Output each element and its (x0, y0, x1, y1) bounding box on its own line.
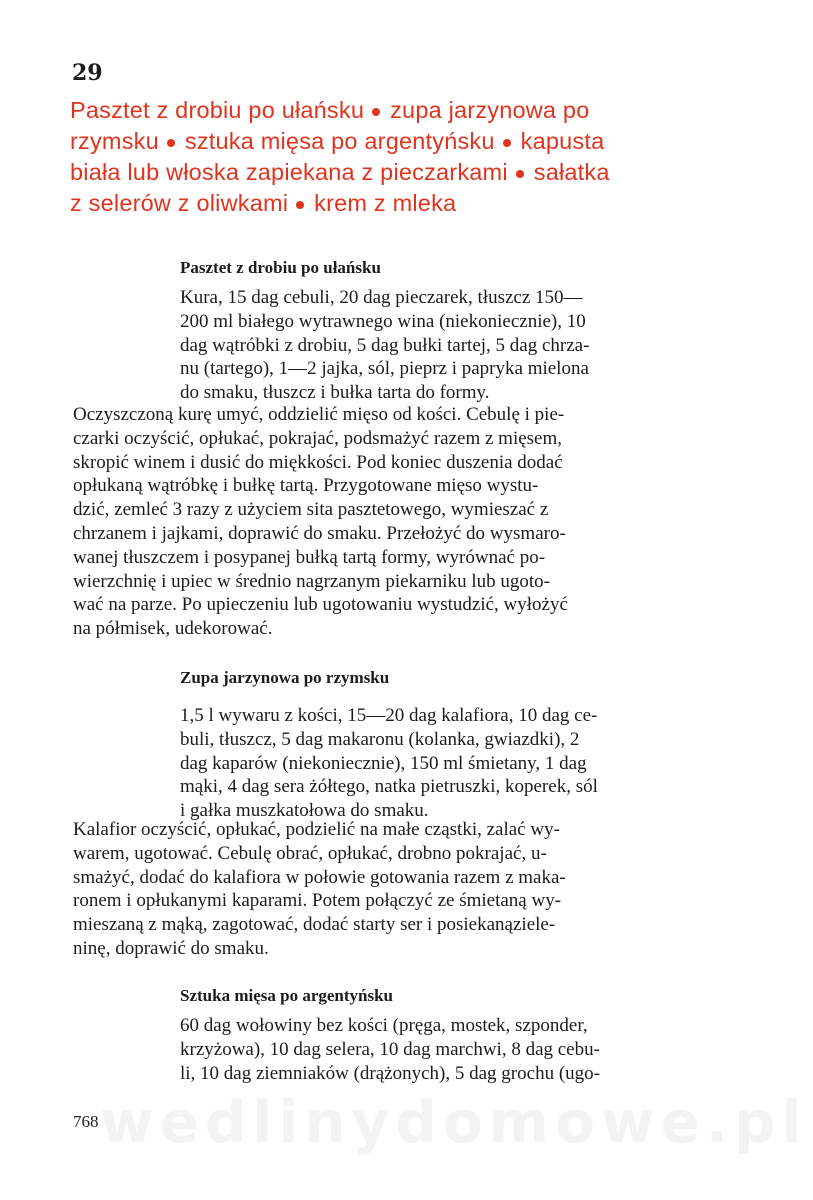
recipe-ingredients (180, 1014, 745, 1085)
ingredients-line: buli, tłuszcz, 5 dag makaronu (kolanka, gwiazdki), 2 (180, 728, 580, 750)
instructions-line: Kalafior oczyścić, opłukać, podzielić na małe cząstki, zalać wy- (73, 819, 560, 840)
instructions-line: warem, ugotować. Cebulę obrać, opłukać, drobno pokrajać, u- (73, 842, 547, 864)
recipe-title: Pasztet z drobiu po ułańsku (180, 258, 381, 277)
ingredients-line: dag wątróbki z drobiu, 5 dag bułki tartej, 5 dag chrza- (180, 334, 590, 356)
menu-item: kapusta (520, 128, 605, 154)
menu-line (70, 95, 750, 126)
bullet-icon (372, 108, 380, 116)
menu-item: rzymsku (70, 128, 159, 154)
instructions-line: wierzchnię i upiec w średnio nagrzanym piekarniku lub ugoto- (73, 570, 550, 592)
ingredients-line: 60 dag wołowiny bez kości (pręga, mostek, szponder, (180, 1015, 588, 1036)
recipe-title: Zupa jarzynowa po rzymsku (180, 668, 390, 687)
instructions-line: wanej tłuszczem i posypanej bułką tartą formy, wyrównać po- (73, 546, 546, 568)
recipe-instructions (73, 403, 745, 641)
ingredients-line: do smaku, tłuszcz i bułka tarta do formy. (180, 382, 490, 404)
menu-item: sztuka mięsa po argentyńsku (184, 128, 495, 154)
ingredients-line: i gałka muszkatołowa do smaku. (180, 800, 429, 822)
instructions-line: smażyć, dodać do kalafiora w połowie gotowania razem z maka- (73, 866, 566, 888)
ingredients-line: li, 10 dag ziemniaków (drążonych), 5 dag grochu (ugo- (180, 1062, 600, 1084)
ingredients-line: Kura, 15 dag cebuli, 20 dag pieczarek, tłuszcz 150— (180, 287, 583, 308)
instructions-line: chrzanem i jajkami, doprawić do smaku. Przełożyć do wysmaro- (73, 522, 566, 544)
instructions-line: skropić winem i dusić do miękkości. Pod koniec duszenia dodać (73, 451, 563, 473)
menu-line (70, 188, 750, 219)
watermark: wedlinydomowe.pl (100, 1088, 808, 1156)
menu-line (70, 126, 750, 157)
recipe-title: Sztuka mięsa po argentyńsku (180, 986, 394, 1005)
ingredients-line: dag kaparów (niekoniecznie), 150 ml śmietany, 1 dag (180, 752, 587, 774)
recipe-ingredients (180, 286, 745, 405)
instructions-line: ronem i opłukanymi kaparami. Potem połączyć ze śmietaną wy- (73, 890, 562, 912)
instructions-line: na półmisek, udekorować. (73, 618, 273, 640)
ingredients-line: 200 ml białego wytrawnego wina (niekoniecznie), 10 (180, 310, 586, 332)
bullet-icon (503, 139, 511, 147)
recipe-ingredients (180, 704, 745, 823)
instructions-line: opłukaną wątróbkę i bułkę tartą. Przygotowane mięso wystu- (73, 475, 539, 497)
instructions-line: dzić, zemleć 3 razy z użyciem sita pasztetowego, wymieszać z (73, 499, 549, 521)
menu-list (70, 95, 750, 219)
ingredients-line: krzyżowa), 10 dag selera, 10 dag marchwi, 8 dag cebu- (180, 1038, 600, 1060)
bullet-icon (516, 170, 524, 178)
instructions-line: wać na parze. Po upieczeniu lub ugotowaniu wystudzić, wyłożyć (73, 594, 568, 616)
ingredients-line: mąki, 4 dag sera żółtego, natka pietruszki, koperek, sól (180, 776, 598, 798)
menu-item: biała lub włoska zapiekana z pieczarkami (70, 159, 508, 185)
bullet-icon (296, 201, 304, 209)
menu-item: z selerów z oliwkami (70, 190, 289, 216)
ingredients-line: 1,5 l wywaru z kości, 15—20 dag kalafiora, 10 dag ce- (180, 705, 598, 726)
page-number: 768 (73, 1112, 99, 1131)
instructions-line: mieszaną z mąką, zagotować, dodać starty ser i posiekanąziele- (73, 914, 556, 936)
ingredients-line: nu (tartego), 1—2 jajka, sól, pieprz i papryka mielona (180, 358, 589, 380)
menu-item: zupa jarzynowa po (390, 97, 590, 123)
day-number: 29 (72, 60, 103, 86)
instructions-line: Oczyszczoną kurę umyć, oddzielić mięso od kości. Cebulę i pie- (73, 404, 565, 425)
instructions-line: ninę, doprawić do smaku. (73, 937, 269, 959)
menu-item: sałatka (533, 159, 610, 185)
recipe-instructions (73, 818, 745, 961)
menu-line (70, 157, 750, 188)
bullet-icon (167, 139, 175, 147)
instructions-line: czarki oczyścić, opłukać, pokrajać, podsmażyć razem z mięsem, (73, 427, 563, 449)
menu-item: Pasztet z drobiu po ułańsku (70, 97, 365, 123)
menu-item: krem z mleka (314, 190, 457, 216)
